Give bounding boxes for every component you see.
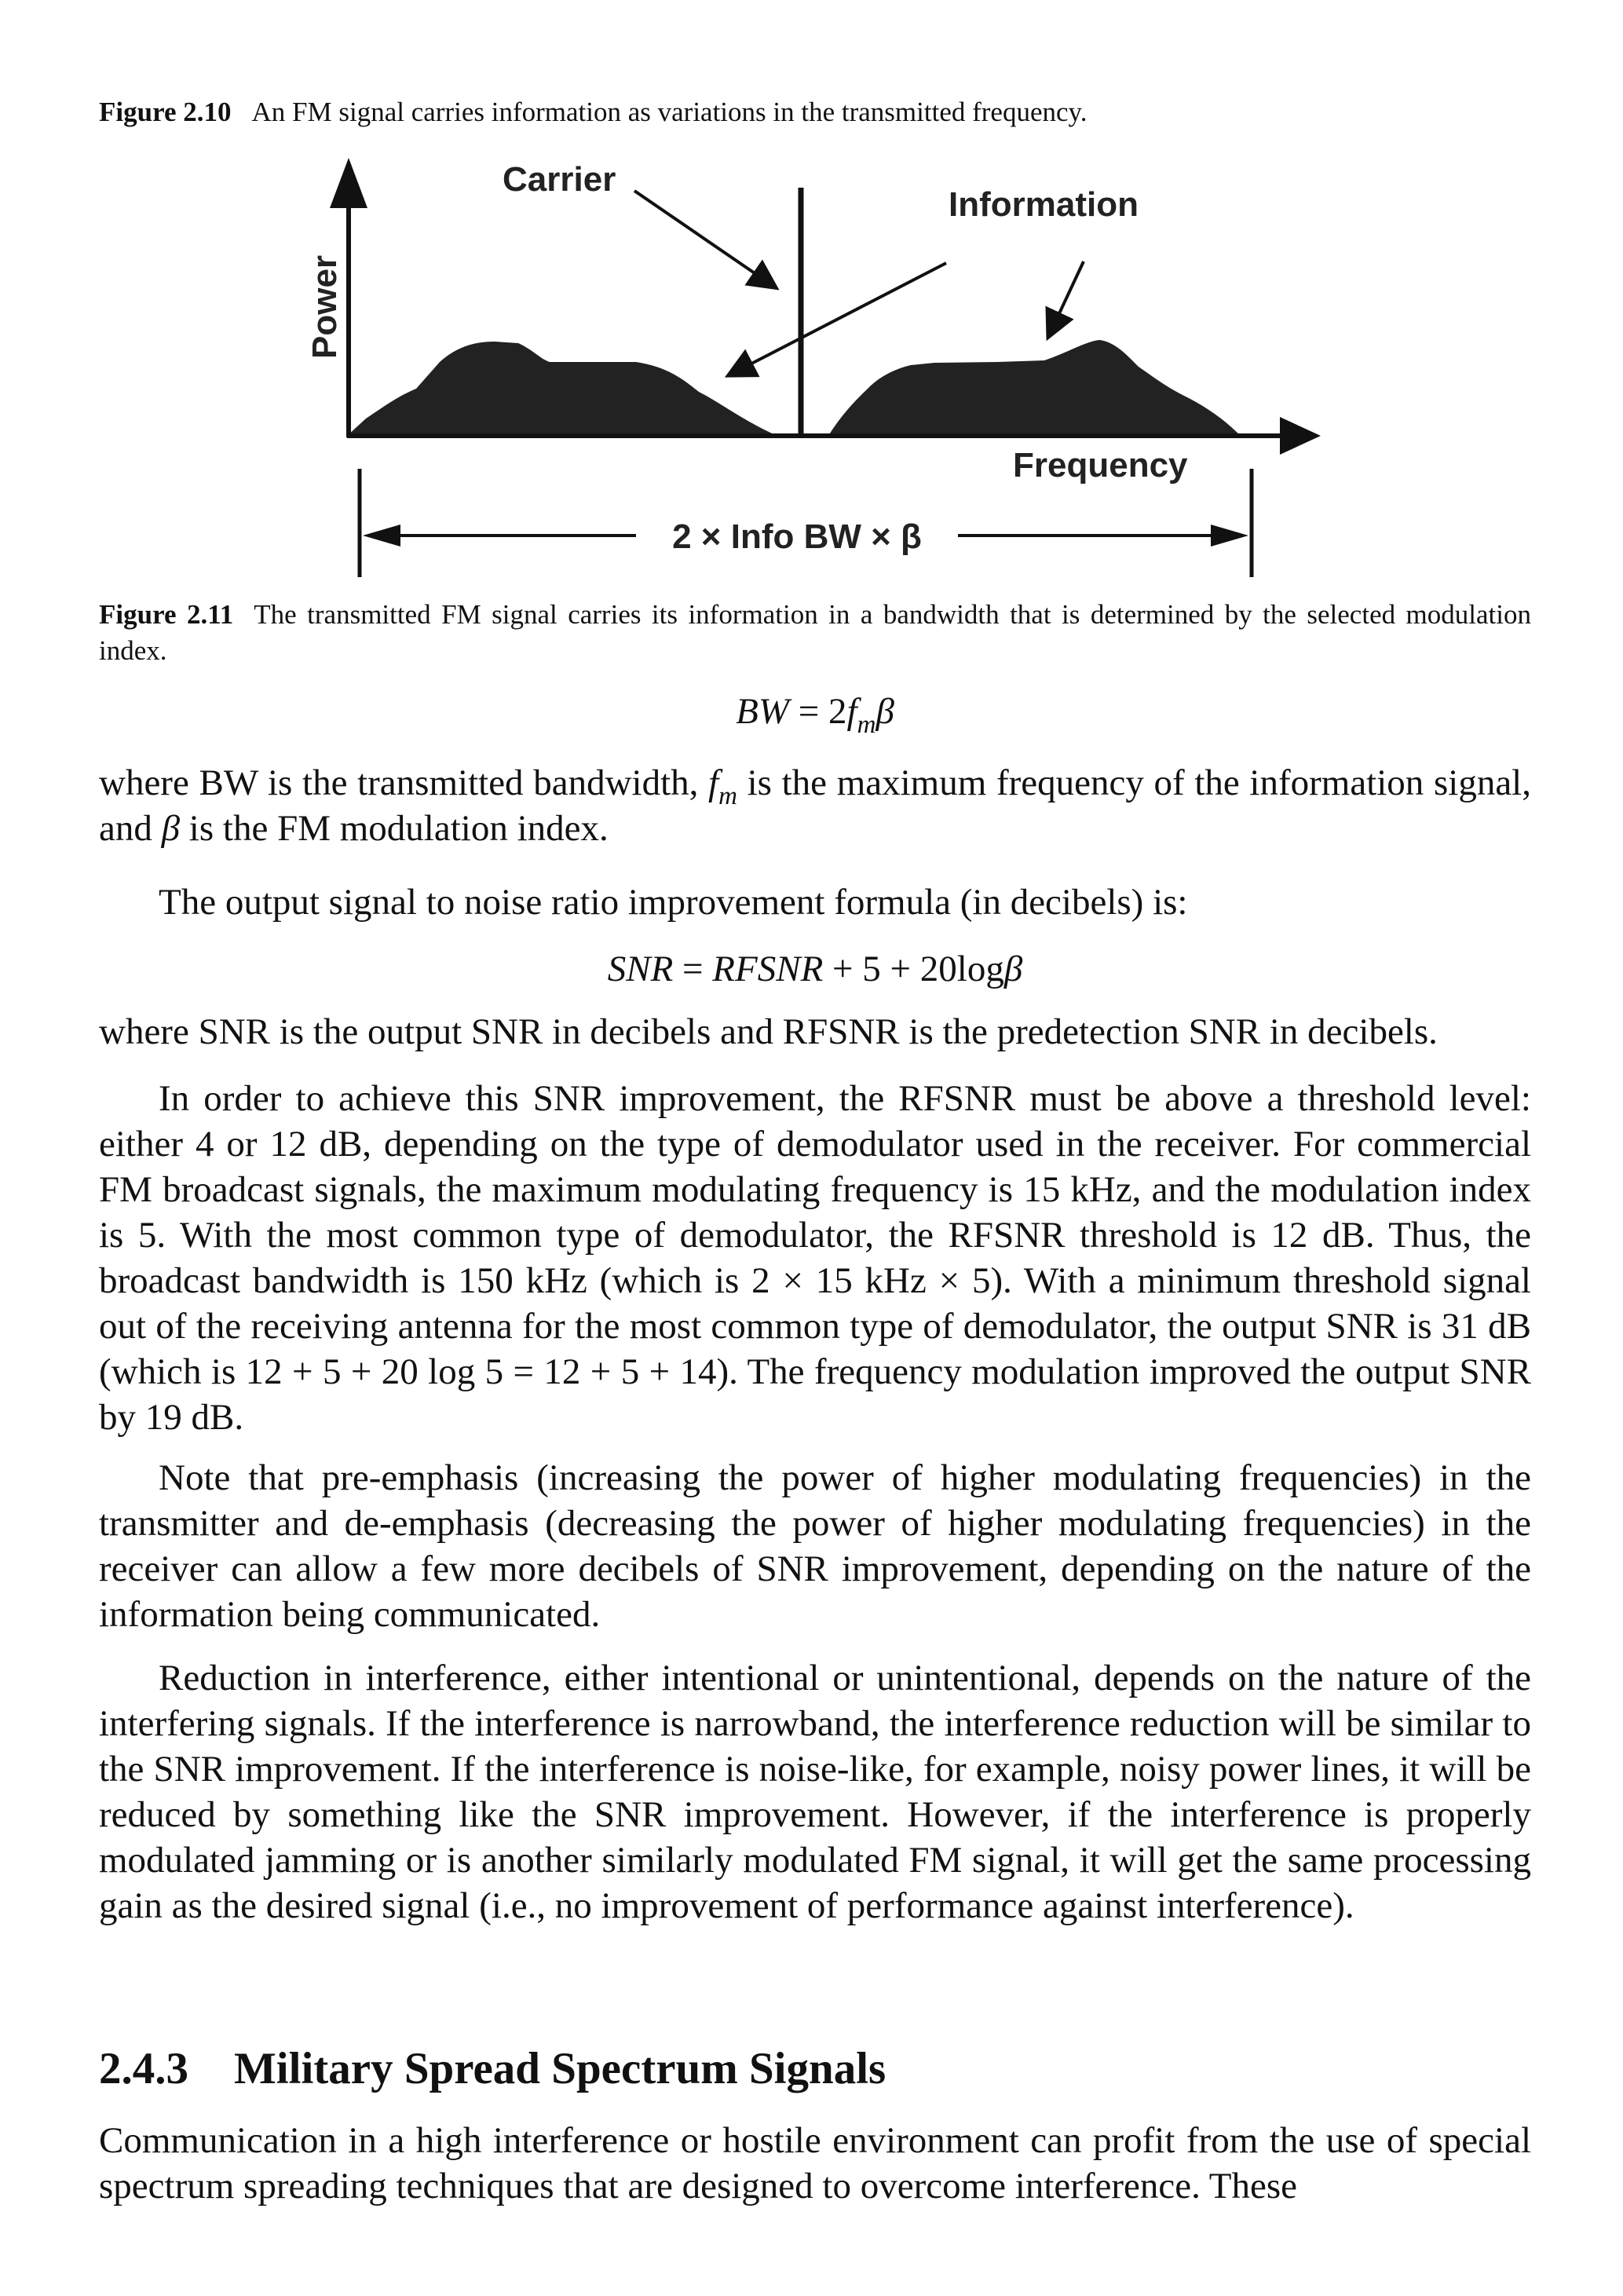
paragraph-bandwidth-definition [99,760,1531,851]
eq2-equals: = [673,949,713,989]
figure-2-10-caption [99,94,1531,130]
power-axis-label: Power [305,254,344,359]
eq2-snr: SNR [607,949,674,989]
figure-2-10-label: Figure 2.10 [99,97,232,127]
section-heading [99,2042,1531,2097]
figure-2-11-label: Figure 2.11 [99,599,234,630]
eq1-beta: β [875,691,894,732]
paragraph-spread-spectrum: Communication in a high interference or hostile environment can profit from the use of special spectrum spreading techniques that are designed to overcome interference. These [99,2120,1531,2206]
lower-sideband-lobe [347,342,777,436]
figure-2-11-text: The transmitted FM signal carries its information in a bandwidth that is determined by the selected modulation index. [99,599,1531,666]
paragraph-interference: Reduction in interference, either intentional or unintentional, depends on the nature of the interfering signals. If the interference is narrowband, the interference reduction will be similar to the SNR improvement. If the interference is noise-like, for example, noisy power lines, it will be reduced by something like the SNR improvement. However, if the interference is properly modulated jamming or is another similarly modulated FM signal, it will get the same processing gain as the desired signal (i.e., no improvement of performance against interference). [99,1658,1531,1926]
p1-text-a: where BW is the transmitted bandwidth, [99,762,709,803]
eq1-lhs: BW [736,691,790,732]
snr-equation [99,945,1531,993]
section-number: 2.4.3 [99,2044,188,2093]
p1-text-b: is the maximum frequency of the information signal, and [99,762,1531,849]
information-label: Information [949,185,1139,224]
eq1-sub: m [857,711,876,739]
paragraph-snr-intro: The output signal to noise ratio improvement formula (in decibels) is: [159,882,1188,923]
eq1-f: f [846,691,857,732]
section-title: Military Spread Spectrum Signals [234,2044,886,2093]
bandwidth-arrowhead-right [1211,525,1248,547]
figure-2-11-caption [99,597,1531,669]
eq2-rest: + 5 + 20log [823,949,1004,989]
eq2-rfsnr: RFSNR [712,949,824,989]
p1-f: f [708,762,719,803]
eq2-beta: β [1003,949,1023,989]
p1-text-c: is the FM modulation index. [180,808,609,849]
fm-spectrum-figure [291,153,1343,577]
paragraph-threshold: In order to achieve this SNR improvement, the RFSNR must be above a threshold level: either 4 or 12 dB, depending on the type of demodulator used in the receiver. For commercial FM broadcast signals, the maximum modulating frequency is 15 kHz, and the modulation index is 5. With the most common type of demodulator, the RFSNR threshold is 12 dB. Thus, the broadcast bandwidth is 150 kHz (which is 2 × 15 kHz × 5). With a minimum threshold signal out of the receiving antenna for the most common type of demodulator, the output SNR is 31 dB (which is 12 + 5 + 20 log 5 = 12 + 5 + 14). The frequency modulation improved the output SNR by 19 dB. [99,1078,1531,1438]
bandwidth-equation [99,688,1531,739]
fm-spectrum-diagram [291,153,1343,577]
eq1-equals: = 2 [789,691,847,732]
paragraph-pre-emphasis: Note that pre-emphasis (increasing the power of higher modulating frequencies) in the transmitter and de-emphasis (decreasing the power of higher modulating frequencies) in the receiver can allow a few more decibels of SNR improvement, depending on the nature of the information being communicated. [99,1457,1531,1635]
upper-sideband-lobe [828,340,1241,436]
frequency-axis-arrowhead [1280,417,1321,455]
paragraph-snr-definition: where SNR is the output SNR in decibels and RFSNR is the predetection SNR in decibels. [99,1011,1438,1052]
p1-beta: β [161,808,181,849]
power-axis-arrowhead [330,158,367,208]
figure-2-10-text: An FM signal carries information as variations in the transmitted frequency. [251,97,1087,127]
p1-sub: m [718,782,737,810]
carrier-pointer-arrow [634,191,774,287]
carrier-label: Carrier [503,160,616,199]
bandwidth-label: 2 × Info BW × β [672,517,922,556]
information-pointer-arrow-right [1049,261,1084,335]
frequency-axis-label: Frequency [1013,446,1188,484]
bandwidth-arrowhead-left [363,525,400,547]
